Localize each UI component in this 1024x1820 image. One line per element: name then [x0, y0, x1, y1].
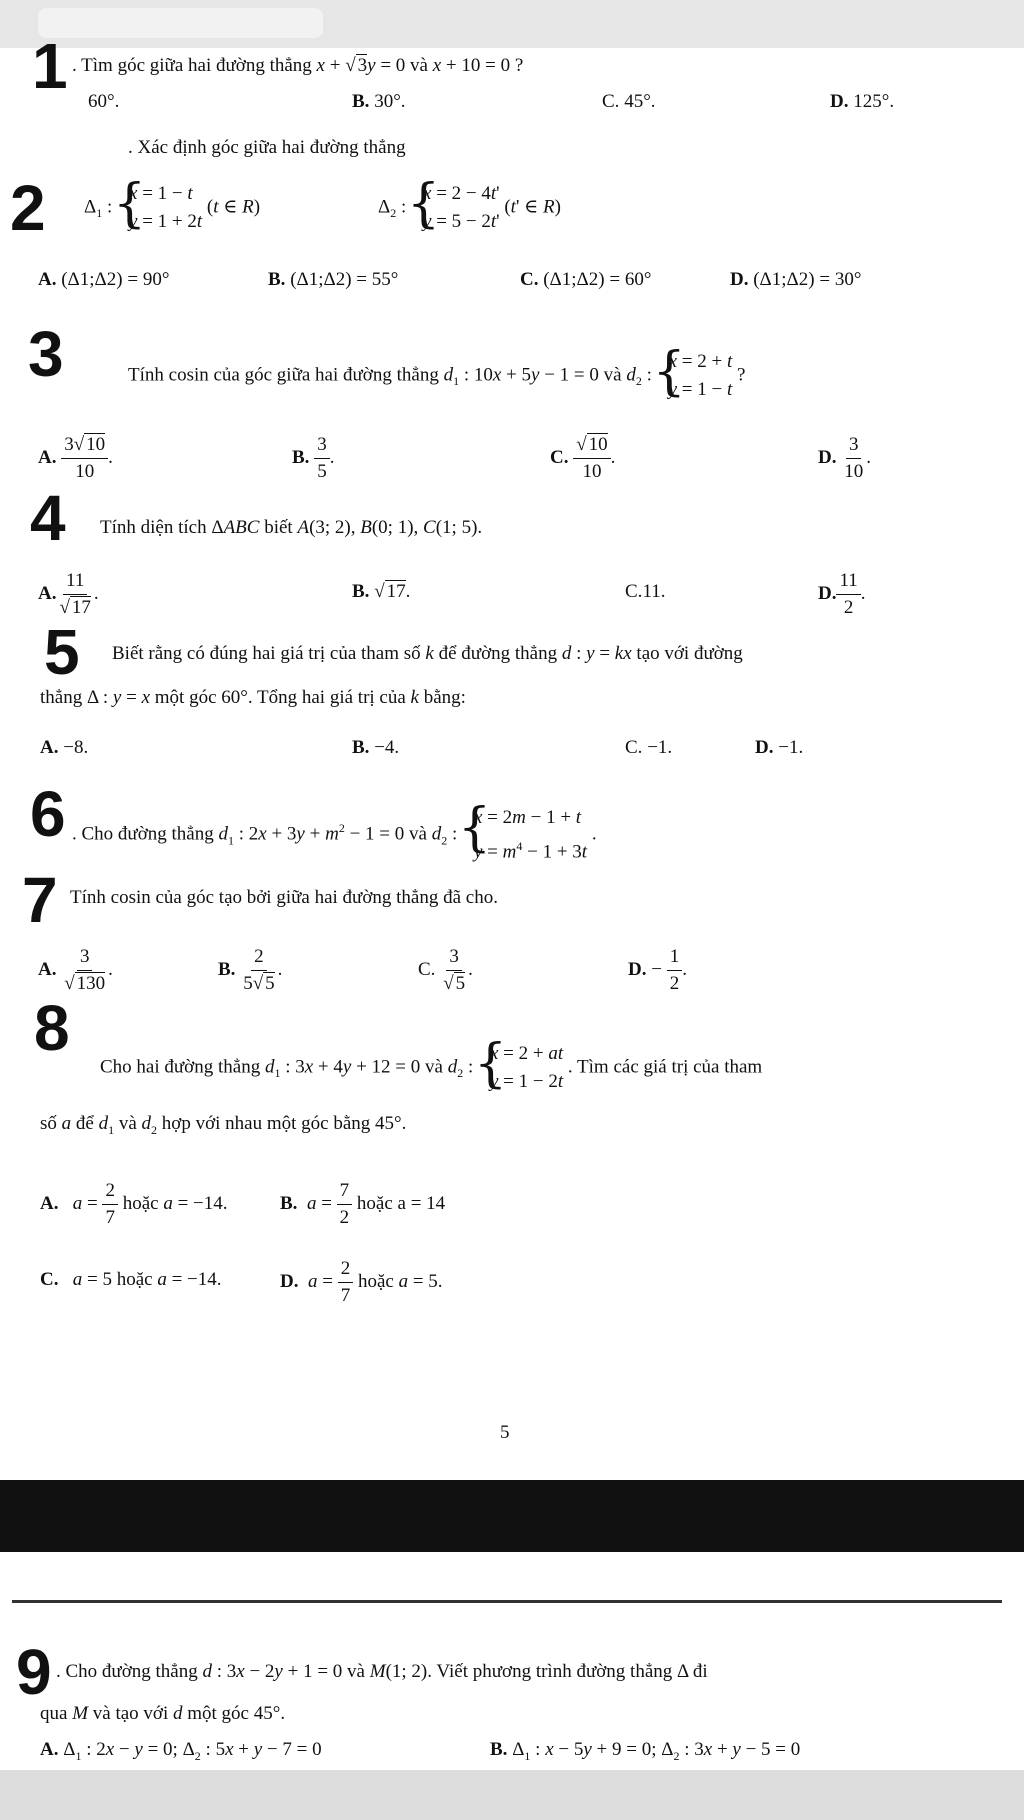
q8-option-c[interactable]: C. a = 5 hoặc a = −14.	[40, 1269, 222, 1290]
question-number-1: 1	[32, 30, 68, 102]
q5-option-a[interactable]: A. −8.	[40, 737, 89, 758]
bottom-strip	[0, 1770, 1024, 1820]
question-number-3: 3	[28, 318, 64, 390]
q3-option-d[interactable]: D. $\frac{3}{10}$ .	[818, 434, 871, 482]
question-5-stem: Biết rằng có đúng hai giá trị của tham số k để đường thẳng d : y = kx tạo với đường	[112, 643, 743, 664]
q4-option-b[interactable]: B. √ 17.	[352, 581, 411, 602]
question-number-5: 5	[44, 616, 80, 688]
q2-option-d[interactable]: D. (Δ1;Δ2) = 30°	[730, 269, 862, 290]
q1-option-a[interactable]: 60°.	[88, 91, 120, 112]
question-number-2: 2	[10, 172, 46, 244]
question-5-stem-2: thẳng Δ : y = x một góc 60°. Tổng hai giá trị của k bằng:	[40, 687, 466, 708]
page-1	[0, 48, 1024, 1480]
question-number-7: 7	[22, 864, 58, 936]
q8-option-b[interactable]: B. a = $\frac{7}{2}$ hoặc a = 14	[280, 1180, 446, 1228]
page-separator	[0, 1480, 1024, 1552]
q2-option-b[interactable]: B. (Δ1;Δ2) = 55°	[268, 269, 399, 290]
q5-option-b[interactable]: B. −4.	[352, 737, 400, 758]
question-2-stem: . Xác định góc giữa hai đường thẳng	[128, 137, 406, 158]
top-notch	[38, 8, 323, 38]
question-7-stem: Tính cosin của góc tạo bởi giữa hai đường thẳng đã cho.	[70, 887, 498, 908]
question-4-stem: Tính diện tích ΔABC biết A(3; 2), B(0; 1), C(1; 5).	[100, 517, 483, 538]
q4-option-c[interactable]: C.11.	[625, 581, 666, 602]
question-9-stem-2: qua M và tạo với d một góc 45°.	[40, 1703, 286, 1724]
q2-line-2: $\Delta_2$ : { x = 2 − 4t' y = 5 − 2t' (t' ∈ R)	[378, 180, 561, 236]
q8-option-d[interactable]: D. a = $\frac{2}{7}$ hoặc a = 5.	[280, 1258, 443, 1306]
question-9-stem: . Cho đường thẳng d : 3x − 2y + 1 = 0 và M(1; 2). Viết phương trình đường thẳng Δ đi	[56, 1661, 708, 1682]
q3-option-a[interactable]: A. $\frac{3√ 10}{10}$ .	[38, 434, 113, 482]
question-number-6: 6	[30, 778, 66, 850]
q3-option-c[interactable]: C. $\frac{√ 10}{10}$ .	[550, 434, 616, 482]
q2-line-1: $\Delta_1$ : { x = 1 − t y = 1 + 2t (t ∈ R)	[84, 180, 260, 236]
q3-option-b[interactable]: B. $\frac{3}{5}$ .	[292, 434, 335, 482]
q5-option-d[interactable]: D. −1.	[755, 737, 804, 758]
question-number-8: 8	[34, 992, 70, 1064]
q4-option-d[interactable]: D. $\frac{11}{2}$ .	[818, 570, 866, 618]
q2-option-c[interactable]: C. (Δ1;Δ2) = 60°	[520, 269, 652, 290]
page-number: 5	[500, 1422, 510, 1443]
question-6-stem: . Cho đường thẳng $d_1$ : $2x + 3y + m^2 - 1 = 0$ và $d_2$ : { x = 2m − 1 + t $y = m^4 - 1 + 3t$ .	[72, 804, 597, 866]
q5-option-c[interactable]: C. −1.	[625, 737, 673, 758]
q9-option-a[interactable]: A. $\Delta_1$ : 2x − y = 0; $\Delta_2$ : 5x + y − 7 = 0	[40, 1739, 322, 1763]
question-1-stem: . Tìm góc giữa hai đường thẳng x + √ 3y = 0 và x + 10 = 0 ?	[72, 55, 524, 76]
header-rule	[12, 1600, 1002, 1603]
question-number-4: 4	[30, 482, 66, 554]
question-8-stem: Cho hai đường thẳng $d_1$ : 3x + 4y + 12 = 0 và $d_2$ : { x = 2 + at y = 1 − 2t . Tìm các giá trị của tham	[100, 1040, 762, 1096]
question-8-stem-2: số a để $d_1$ và $d_2$ hợp với nhau một góc bằng 45°.	[40, 1113, 407, 1137]
q8-option-a[interactable]: A. a = $\frac{2}{7}$ hoặc a = −14.	[40, 1180, 228, 1228]
q1-option-d[interactable]: D. 125°.	[830, 91, 895, 112]
question-number-9: 9	[16, 1636, 52, 1708]
q7-option-b[interactable]: B. $\frac{2}{5√ 5}$ .	[218, 946, 283, 994]
q9-option-b[interactable]: B. $\Delta_1$ : x − 5y + 9 = 0; $\Delta_2$ : 3x + y − 5 = 0	[490, 1739, 801, 1763]
q7-option-d[interactable]: D. − $\frac{1}{2}$ .	[628, 946, 687, 994]
q2-option-a[interactable]: A. (Δ1;Δ2) = 90°	[38, 269, 170, 290]
q1-option-b[interactable]: B. 30°.	[352, 91, 406, 112]
question-3-stem: Tính cosin của góc giữa hai đường thẳng $d_1$ : 10x + 5y − 1 = 0 và $d_2$ : { x = 2 + t y = 1 − t ?	[128, 348, 745, 404]
q7-option-c[interactable]: C. $\frac{3}{√ 5}$ .	[418, 946, 473, 994]
q1-option-c[interactable]: C. 45°.	[602, 91, 656, 112]
q7-option-a[interactable]: A. $\frac{3}{√ 130}$ .	[38, 946, 113, 994]
q4-option-a[interactable]: A. $\frac{11}{√ 17}$ .	[38, 570, 99, 618]
